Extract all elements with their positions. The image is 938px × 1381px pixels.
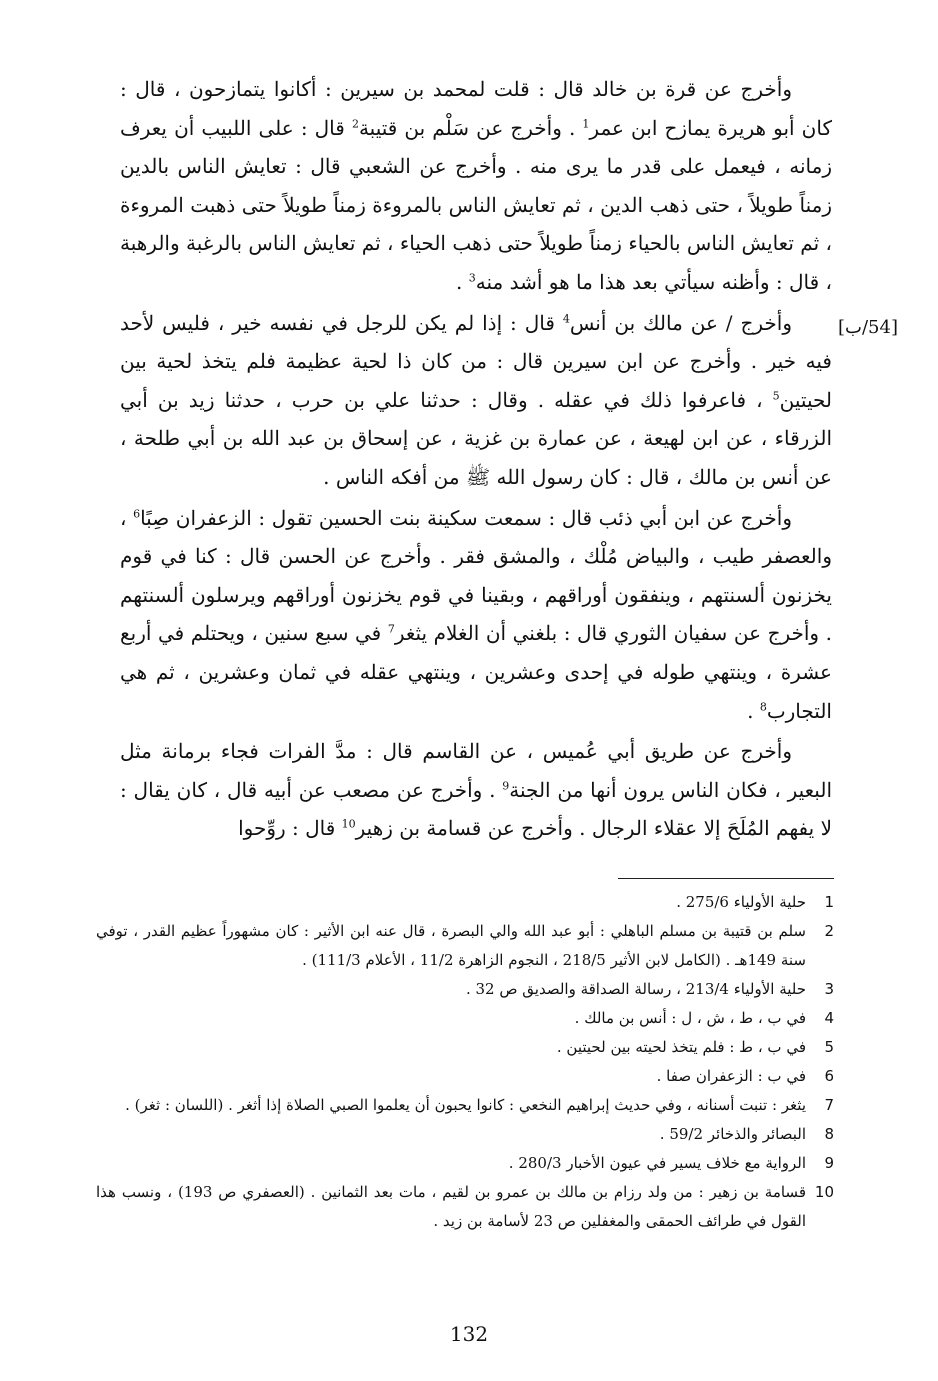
footnote-reference: 10 (341, 817, 356, 831)
text-run: ، فاعرفوا ذلك في عقله . وقال : حدثنا علي بن حرب ، حدثنا زيد بن أبي الزرقاء ، عن ابن لهيعة ، عن عمارة بن غزية ، عن إسحاق بن عبد الله بن أبي طلحة ، عن أنس بن مالك ، قال : كان رسول الله ﷺ من أفكه الناس . (120, 387, 832, 489)
footnote-reference: 8 (759, 699, 767, 713)
footnote (96, 1178, 834, 1236)
footnote-text: الرواية مع خلاف يسير في عيون الأخبار 280/3 . (508, 1154, 806, 1172)
paragraph (120, 499, 832, 731)
footnote (96, 1149, 834, 1178)
footnote-text: حلية الأولياء 213/4 ، رسالة الصداقة والصديق ص 32 . (465, 980, 806, 998)
footnote (96, 888, 834, 917)
footnote-reference: 9 (502, 779, 510, 793)
footnote (96, 1004, 834, 1033)
text-run: وأخرج عن طريق أبي عُميس ، عن القاسم قال : مدَّ الفرات فجاء برمانة مثل البعير ، فكان الناس يرون أنها من الجنة (120, 739, 832, 802)
footnote-reference: 4 (562, 311, 570, 325)
footnote (96, 917, 834, 975)
footnote-number: 10 (814, 1183, 834, 1201)
footnote-text: في ب ، ط ، ش ، ل : أنس بن مالك . (574, 1009, 806, 1027)
footnote-reference: 6 (133, 506, 141, 520)
footnote-text: حلية الأولياء 275/6 . (676, 893, 806, 911)
footnote-reference: 7 (387, 622, 395, 636)
manuscript-folio-marker: [54/ب] (838, 317, 898, 338)
main-text (120, 70, 832, 848)
footnote-number: 8 (824, 1125, 834, 1143)
footnote (96, 975, 834, 1004)
footnote-text: في ب ، ط : فلم يتخذ لحيته بين لحيتين . (556, 1038, 806, 1056)
text-run: قال : على اللبيب أن يعرف زمانه ، فيعمل على قدر ما يرى منه . وأخرج عن الشعبي قال : تعايش الناس بالدين زمناً طويلاً ، حتى ذهب الدين ، ثم تعايش الناس بالمروءة زمناً طويلاً حتى ذهبت المروءة ، ثم تعايش الناس بالحياء زمناً طويلاً حتى ذهب الحياء ، ثم تعايش الناس بالرغبة والرهبة ، قال : وأظنه سيأتي بعد هذا ما هو أشد منه (120, 115, 832, 294)
text-run: وأخرج عن قرة بن خالد قال : قلت لمحمد بن سيرين : أكانوا يتمازحون ، قال : كان أبو هريرة يمازح ابن عمر (120, 77, 832, 140)
text-run: في سبع سنين ، ويحتلم في أربع عشرة ، وينتهي طوله في إحدى وعشرين ، وينتهي عقله في ثمان وعشرين ، ثم هي التجارب (120, 621, 832, 723)
footnote-reference: 2 (351, 116, 359, 130)
text-run: . وأخرج عن سَلْم بن قتيبة (358, 115, 583, 140)
text-run: ، والعصفر طيب ، والبياض مُلْك ، والمشق فقر . وأخرج عن الحسن قال : كنا في قوم يخزنون ألسنتهم ، وينفقون أوراقهم ، وبقينا في قوم يخزنون أوراقهم ويرسلون ألسنتهم . وأخرج عن سفيان الثوري قال : بلغني أن الغلام يثغر (120, 505, 833, 646)
text-run: . وأخرج عن مصعب عن أبيه قال ، كان يقال : لا يفهم المُلَحَ إلا عقلاء الرجال . وأخرج عن قسامة بن زهير (120, 777, 832, 841)
text-run: وأخرج عن ابن أبي ذئب قال : سمعت سكينة بنت الحسين تقول : الزعفران صِبًا (140, 505, 793, 530)
footnote (96, 1120, 834, 1149)
paragraph (120, 70, 832, 302)
footnote-text: قسامة بن زهير : من ولد رزام بن مالك بن عمرو بن لقيم ، مات بعد الثمانين . (العصفري ص 193) ، ونسب هذا القول في طرائف الحمقى والمغفلين ص 23 لأسامة بن زيد . (96, 1183, 806, 1230)
footnote-reference: 1 (582, 116, 590, 130)
footnote (96, 1062, 834, 1091)
page-number: 132 (449, 1322, 489, 1346)
footnote-reference: 5 (772, 389, 780, 403)
footnote-text: يثغر : تنبت أسنانه ، وفي حديث إبراهيم النخعي : كانوا يحبون أن يعلموا الصبي الصلاة إذا أثغر . (اللسان : ثغر) . (125, 1096, 806, 1114)
footnote (96, 1033, 834, 1062)
paragraph (120, 304, 832, 497)
footnote-text: سلم بن قتيبة بن مسلم الباهلي : أبو عبد الله والي البصرة ، قال عنه ابن الأثير : كان مشهوراً عظيم القدر ، توفي سنة 149هـ . (الكامل لابن الأثير 218/5 ، النجوم الزاهرة 11/2 ، الأعلام 111/3) . (96, 922, 806, 969)
footnote-number: 7 (824, 1096, 834, 1114)
paragraph (120, 732, 832, 848)
footnote-number: 1 (824, 893, 834, 911)
footnote-text: البصائر والذخائر 59/2 . (659, 1125, 806, 1143)
footnotes (96, 888, 834, 1236)
footnote-number: 6 (824, 1067, 834, 1085)
footnote-number: 3 (824, 980, 834, 998)
footnote (96, 1091, 834, 1120)
footnote-number: 4 (824, 1009, 834, 1027)
text-run: قال : روِّحوا (238, 816, 342, 841)
footnote-reference: 3 (468, 271, 476, 285)
text-run: . (456, 269, 469, 294)
text-run: وأخرج / عن مالك بن أنس (569, 310, 792, 335)
text-run: قال : إذا لم يكن للرجل في نفسه خير ، فليس لأحد فيه خير . وأخرج عن ابن سيرين قال : من كان ذا لحية عظيمة فلم يتخذ لحية بين لحيتين (120, 310, 832, 412)
footnote-number: 5 (824, 1038, 834, 1056)
footnote-separator (618, 878, 834, 879)
footnote-number: 2 (824, 922, 834, 940)
footnote-text: في ب : الزعفران صفا . (656, 1067, 806, 1085)
footnote-number: 9 (824, 1154, 834, 1172)
text-run: . (747, 698, 760, 723)
